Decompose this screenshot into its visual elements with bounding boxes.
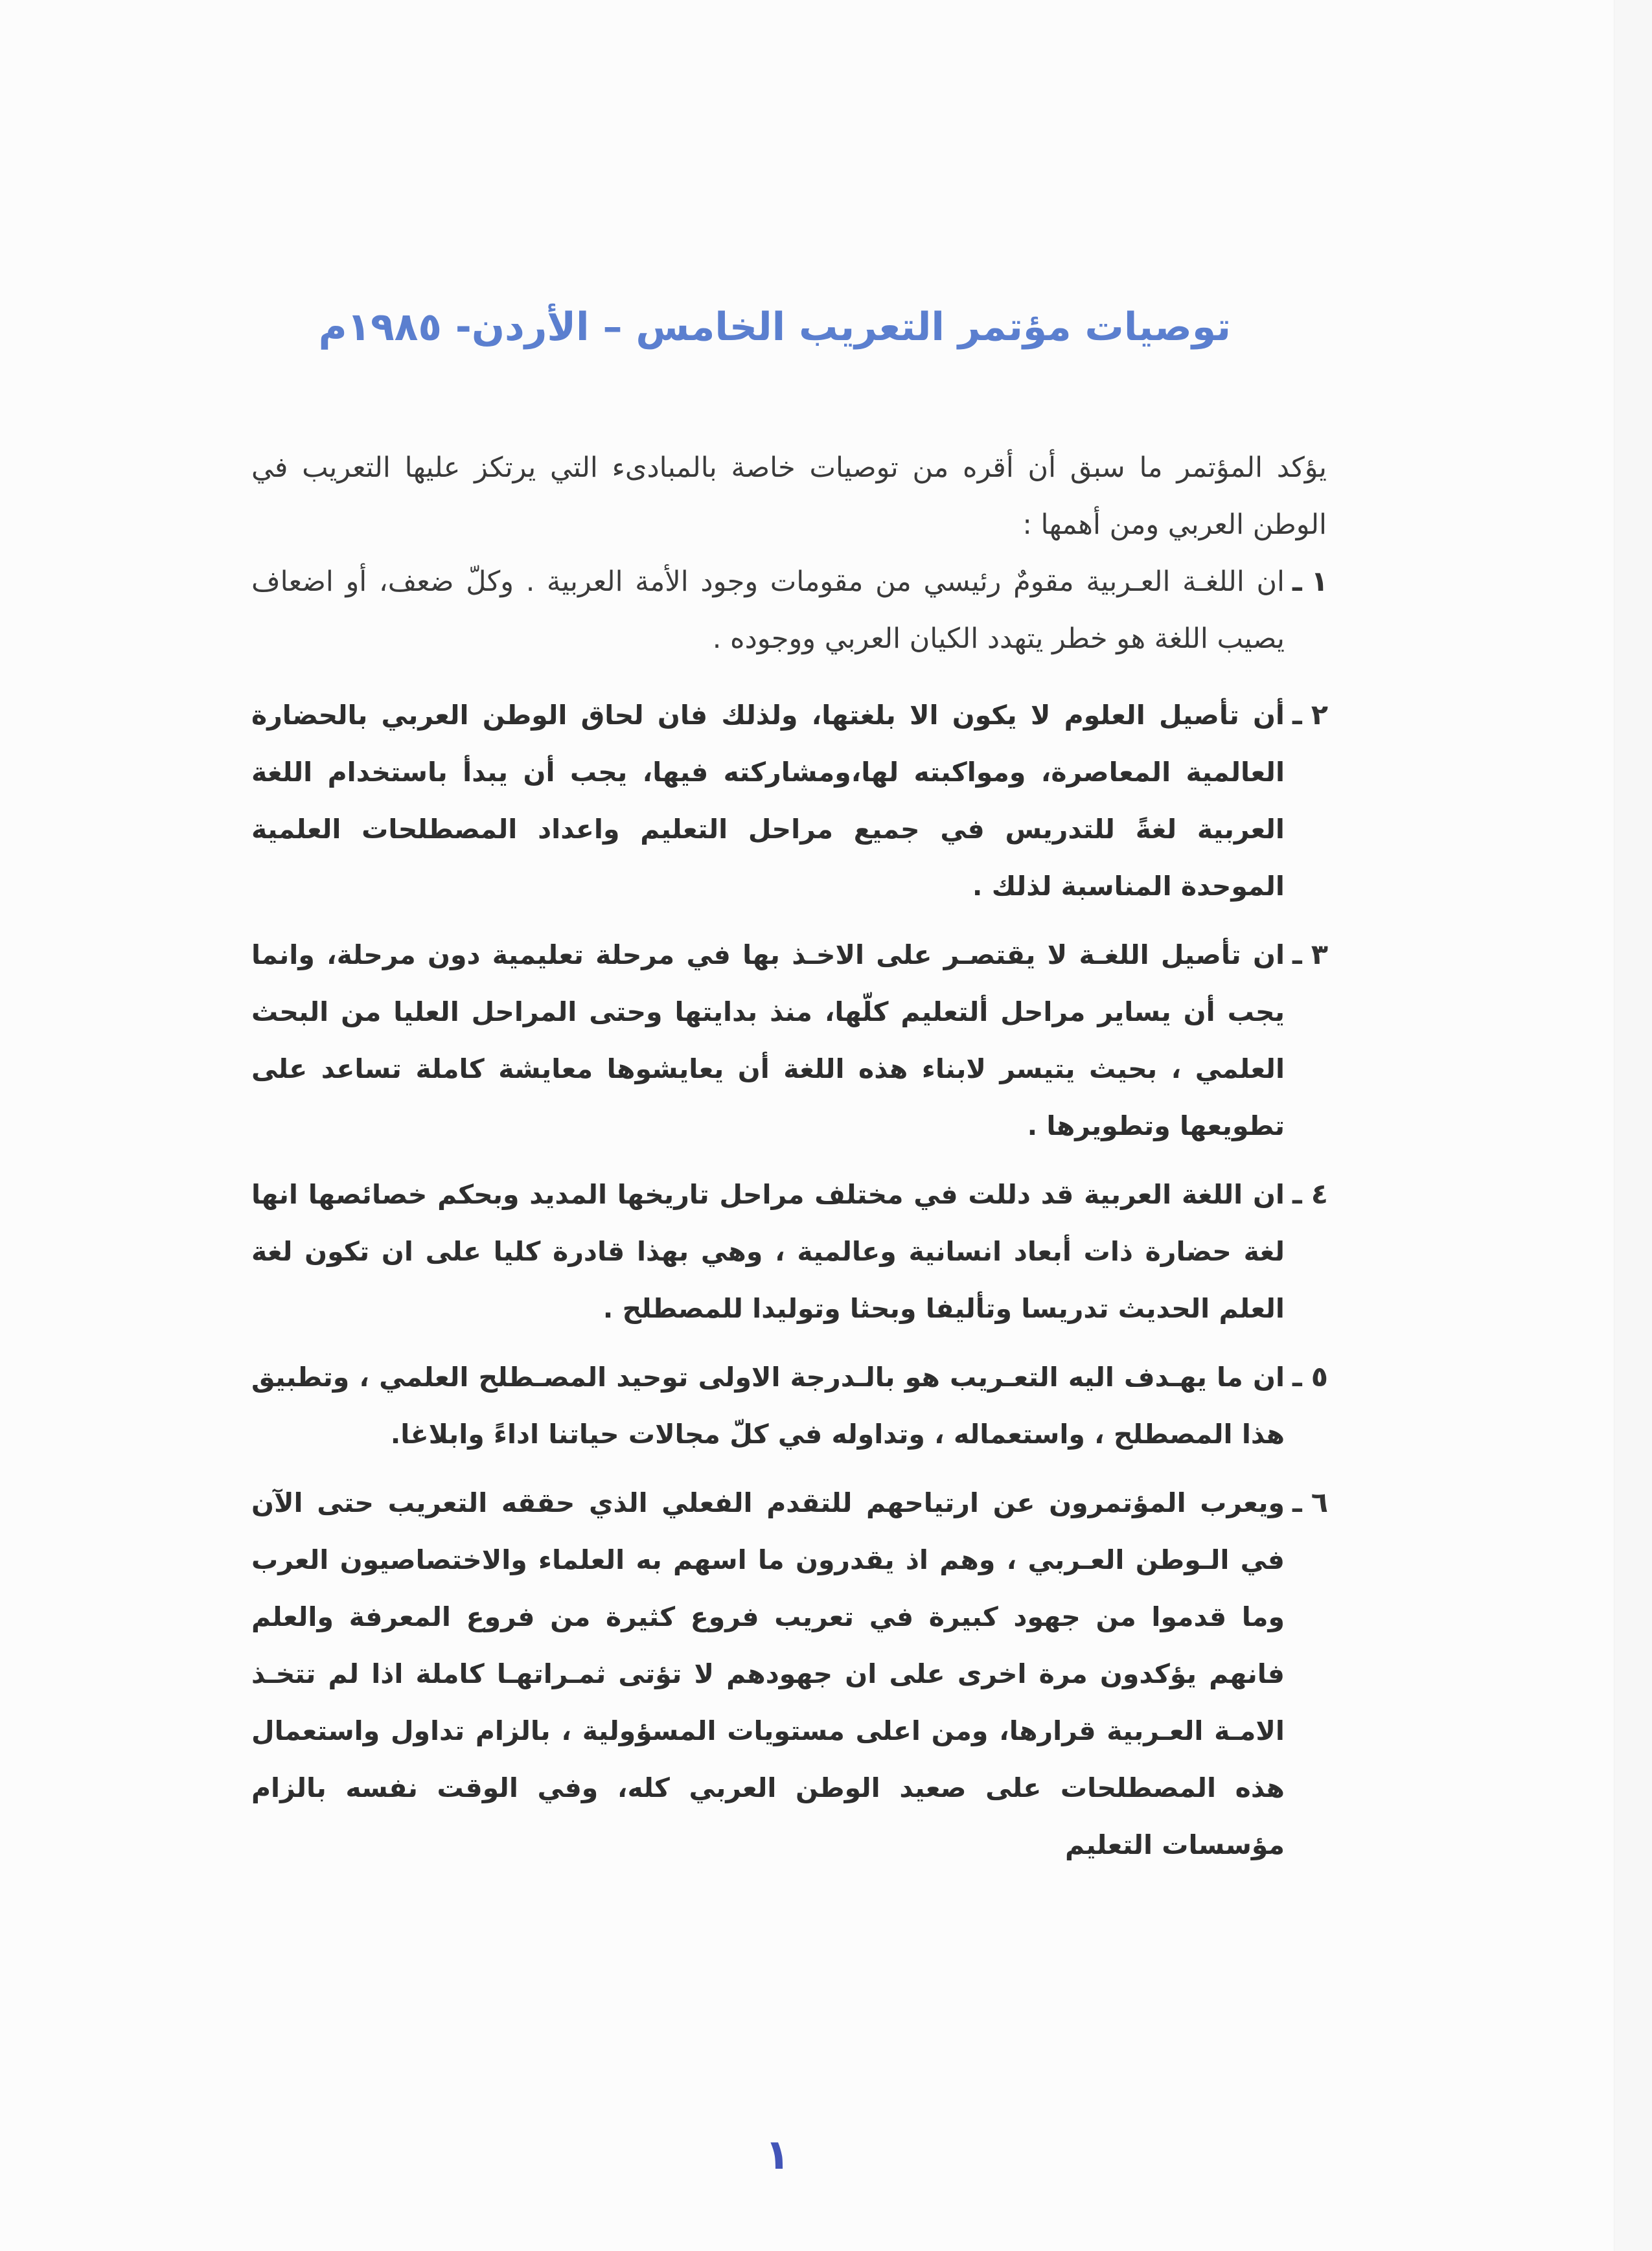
item-number xyxy=(1292,926,1328,983)
item-number xyxy=(1292,1166,1328,1223)
recommendation-item-2 xyxy=(251,687,1366,915)
recommendation-item-1 xyxy=(251,553,1366,667)
item-number-dash: ـ xyxy=(1292,566,1302,598)
page-number: ١ xyxy=(764,2131,790,2179)
item-number-digit: ٥ xyxy=(1311,1361,1328,1393)
document-title: توصيات مؤتمر التعريب الخامس – الأردن- ١٩٨٥م xyxy=(318,304,1231,350)
item-number xyxy=(1292,1349,1328,1406)
recommendation-item-5 xyxy=(251,1349,1366,1463)
item-number xyxy=(1292,553,1328,610)
recommendation-item-3 xyxy=(251,926,1366,1154)
item-number-digit: ٤ xyxy=(1311,1178,1328,1211)
recommendation-item-6 xyxy=(251,1474,1366,1873)
item-number-dash: ـ xyxy=(1292,1361,1302,1393)
item-number xyxy=(1292,1474,1328,1531)
document-body xyxy=(251,439,1366,1873)
item-text: أن تأصيل العلوم لا يكون الا بلغتها، ولذلك فان لحاق الوطن العربي بالحضارة العالمية المعاصرة، ومواكبته لها،ومشاركته فيها، يجب أن يبدأ باستخدام اللغة العربية لغةً للتدريس في جميع مراحل التعليم واعداد المصطلحات العلمية الموحدة المناسبة لذلك . xyxy=(251,700,1285,902)
item-number xyxy=(1292,687,1328,744)
item-number-digit: ٢ xyxy=(1311,699,1328,731)
page-edge-shadow xyxy=(1614,0,1652,2251)
intro-paragraph: يؤكد المؤتمر ما سبق أن أقره من توصيات خاصة بالمبادىء التي يرتكز عليها التعريب في الوطن العربي ومن أهمها : xyxy=(251,451,1327,541)
recommendation-item-4 xyxy=(251,1166,1366,1337)
item-number-dash: ـ xyxy=(1292,1487,1302,1519)
item-number-dash: ـ xyxy=(1292,699,1302,731)
item-number-digit: ١ xyxy=(1311,566,1328,598)
item-text: ان ما يهـدف اليه التعـريب هو بالـدرجة الاولى توحيد المصـطلح العلمي ، وتطبيق هذا المصطلح ، واستعماله ، وتداوله في كلّ مجالات حياتنا اداءً وابلاغا. xyxy=(251,1362,1285,1450)
item-number-dash: ـ xyxy=(1292,1178,1302,1211)
item-text: ان اللغـة العـربية مقومٌ رئيسي من مقومات وجود الأمة العربية . وكلّ ضعف، أو اضعاف يصيب اللغة هو خطر يتهدد الكيان العربي ووجوده . xyxy=(251,566,1285,655)
item-text: ويعرب المؤتمرون عن ارتياحهم للتقدم الفعلي الذي حققه التعريب حتى الآن في الـوطن العـربي ، وهم اذ يقدرون ما اسهم به العلماء والاختصاصيون العرب وما قدموا من جهود كبيرة في تعريب فروع كثيرة من فروع المعرفة والعلم فانهم يؤكدون مرة اخرى على ان جهودهم لا تؤتى ثمـراتهـا كاملة اذا لم تتخـذ الامـة العـربية قرارها، ومن اعلى مستويات المسؤولية ، بالزام تداول واستعمال هذه المصطلحات على صعيد الوطن العربي كله، وفي الوقت نفسه بالزام مؤسسات التعليم xyxy=(251,1487,1285,1860)
item-number-digit: ٣ xyxy=(1311,939,1328,971)
item-number-digit: ٦ xyxy=(1311,1487,1328,1519)
item-text: ان اللغة العربية قد دللت في مختلف مراحل تاريخها المديد وبحكم خصائصها انها لغة حضارة ذات أبعاد انسانية وعالمية ، وهي بهذا قادرة كليا على ان تكون لغة العلم الحديث تدريسا وتأليفا وبحثا وتوليدا للمصطلح . xyxy=(251,1179,1285,1324)
item-text: ان تأصيل اللغـة لا يقتصـر على الاخـذ بها في مرحلة تعليمية دون مرحلة، وانما يجب أن يساير مراحل ألتعليم كلّها، منذ بدايتها وحتى المراحل العليا من البحث العلمي ، بحيث يتيسر لابناء هذه اللغة أن يعايشوها معايشة كاملة تساعد على تطويعها وتطويرها . xyxy=(251,939,1285,1141)
item-number-dash: ـ xyxy=(1292,939,1302,971)
